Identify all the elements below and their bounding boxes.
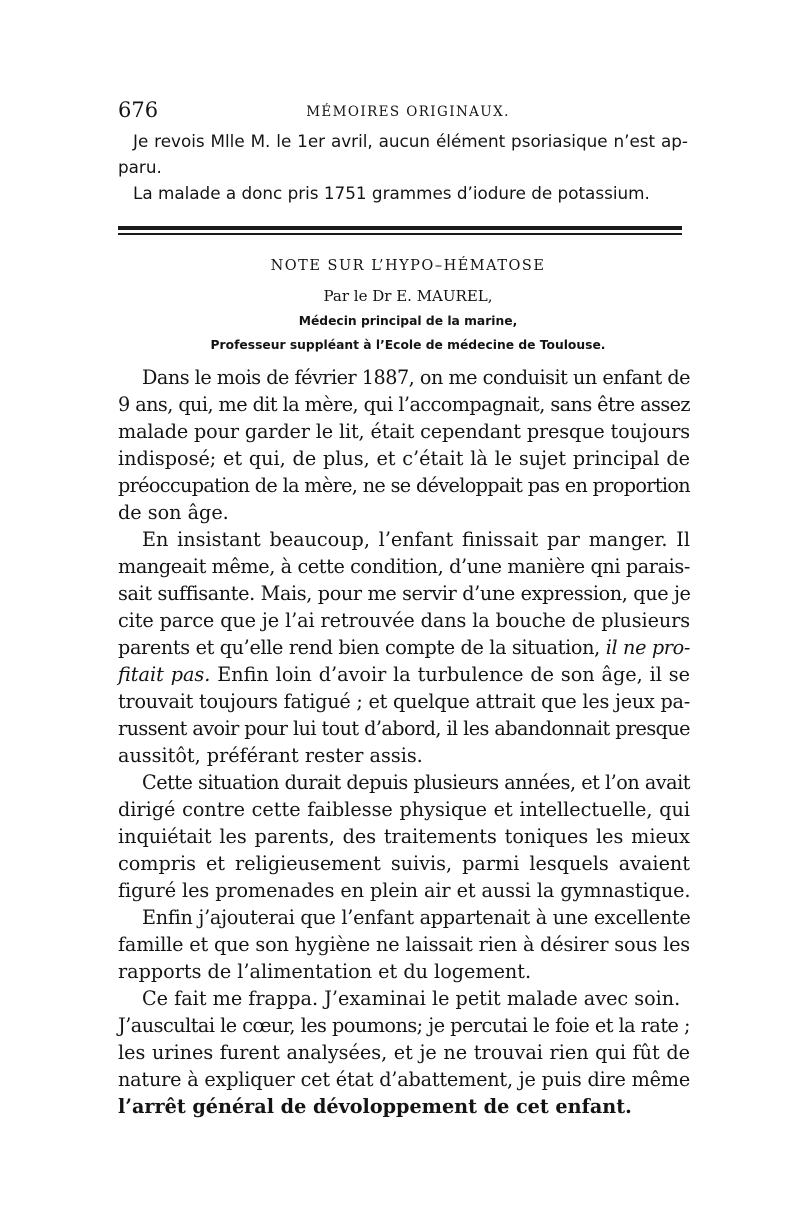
text-line: cite parce que je l’ai retrouvée dans la bouche de plusieurs bbox=[118, 609, 690, 632]
text-line: sait suffisante. Mais, pour me servir d’une expression, que je bbox=[118, 582, 691, 605]
divider-thin-rule bbox=[118, 233, 682, 235]
text-line: les urines furent analysées, et je ne trouvai rien qui fût de bbox=[118, 1041, 690, 1064]
text-line: préoccupation de la mère, ne se développait pas en proportion bbox=[118, 474, 690, 497]
text-line: 9 ans, qui, me dit la mère, qui l’accompagnait, sans être assez bbox=[118, 393, 690, 416]
text-line: nature à expliquer cet état d’abattement, je puis dire même bbox=[118, 1068, 690, 1091]
text-line: Cette situation durait depuis plusieurs années, et l’on avait bbox=[142, 771, 690, 794]
page-number: 676 bbox=[118, 98, 159, 122]
running-head bbox=[118, 96, 698, 126]
text-line: compris et religieusement suivis, parmi lesquels avaient bbox=[118, 852, 690, 875]
text-line: paru. bbox=[118, 157, 162, 177]
text-line: indisposé; et qui, de plus, et c’était là le sujet principal de bbox=[118, 447, 690, 470]
author-affiliation: Professeur suppléant à l’Ecole de médecine de Toulouse. bbox=[210, 338, 606, 352]
text-line: En insistant beaucoup, l’enfant finissait par manger. Il bbox=[142, 528, 690, 551]
text-line: aussitôt, préférant rester assis. bbox=[118, 744, 423, 767]
author-affiliation: Médecin principal de la marine, bbox=[298, 314, 518, 328]
running-title: MÉMOIRES ORIGINAUX. bbox=[306, 104, 510, 120]
text-line: russent avoir pour lui tout d’abord, il les abandonnait presque bbox=[118, 717, 690, 740]
text-line: Ce fait me frappa. J’examinai le petit malade avec soin. bbox=[142, 987, 681, 1010]
italic-phrase: fitait pas. bbox=[118, 663, 211, 686]
text-line: trouvait toujours fatigué ; et quelque attrait que les jeux pa- bbox=[118, 690, 690, 713]
text-line: de son âge. bbox=[118, 501, 229, 524]
text-line: malade pour garder le lit, était cependant presque toujours bbox=[118, 420, 690, 443]
article-body bbox=[118, 364, 690, 1120]
text-line bbox=[118, 661, 690, 688]
text-line: rapports de l’alimentation et du logement. bbox=[118, 960, 532, 983]
text-line: dirigé contre cette faiblesse physique et intellectuelle, qui bbox=[118, 798, 690, 821]
text-segment: Enfin loin d’avoir la turbulence de son âge, il se bbox=[217, 663, 690, 686]
previous-article-ending bbox=[118, 128, 688, 206]
text-line: Enfin j’ajouterai que l’enfant appartenait à une excellente bbox=[142, 906, 691, 929]
text-line: famille et que son hygiène ne laissait rien à désirer sous les bbox=[118, 933, 690, 956]
section-divider bbox=[118, 226, 682, 235]
text-line: figuré les promenades en plein air et aussi la gymnastique. bbox=[118, 879, 691, 902]
divider-thick-rule bbox=[118, 226, 682, 230]
text-line: mangeait même, à cette condition, d’une manière qni parais- bbox=[118, 555, 690, 578]
author-byline: Par le Dr E. MAUREL, bbox=[323, 287, 493, 305]
italic-phrase: il ne pro- bbox=[605, 636, 690, 659]
text-line: l’arrêt général de dévoloppement de cet enfant. bbox=[118, 1095, 632, 1118]
text-line bbox=[118, 634, 690, 661]
text-line: inquiétait les parents, des traitements toniques les mieux bbox=[118, 825, 690, 848]
text-line: J’auscultai le cœur, les poumons; je percutai le foie et la rate ; bbox=[118, 1014, 690, 1037]
article-title: NOTE SUR L’HYPO–HÉMATOSE bbox=[270, 258, 546, 274]
text-line: Je revois Mlle M. le 1er avril, aucun élément psoriasique n’est ap- bbox=[133, 131, 688, 151]
text-segment: parents et qu’elle rend bien compte de la situation, bbox=[118, 636, 600, 659]
text-line: La malade a donc pris 1751 grammes d’iodure de potassium. bbox=[133, 183, 650, 203]
text-line: Dans le mois de février 1887, on me conduisit un enfant de bbox=[142, 366, 690, 389]
